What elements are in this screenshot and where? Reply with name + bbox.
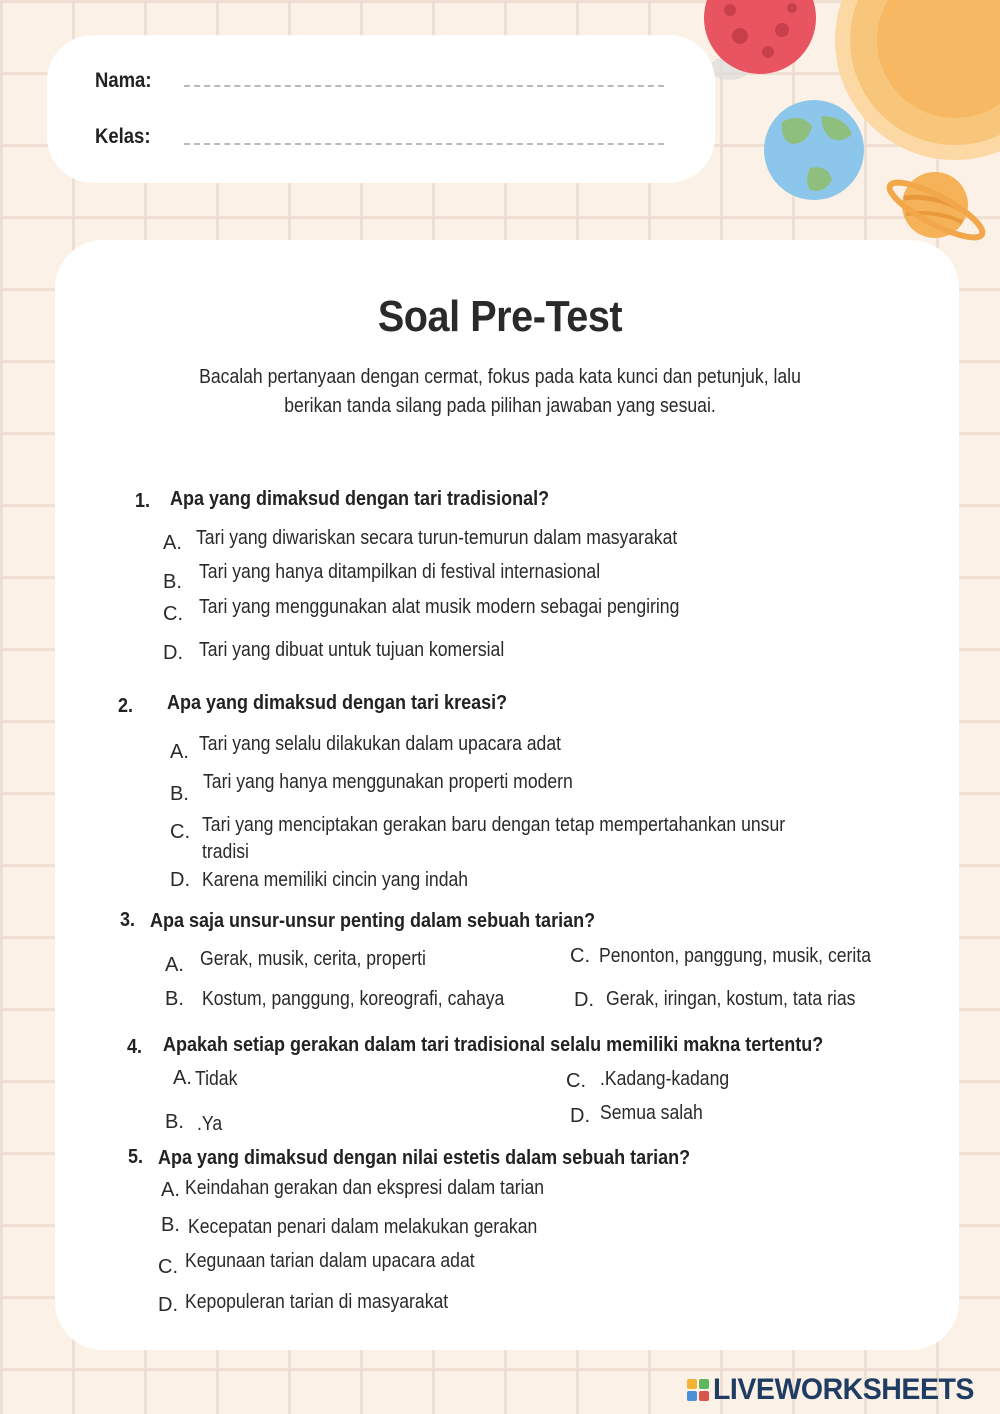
question-text: Apa saja unsur-unsur penting dalam sebuah tarian? [150, 910, 596, 932]
option-d-text[interactable]: Kepopuleran tarian di masyarakat [185, 1291, 449, 1313]
option-d-letter[interactable]: D. [163, 642, 183, 664]
name-field[interactable] [184, 85, 664, 87]
question-text: Apa yang dimaksud dengan tari kreasi? [167, 692, 508, 714]
option-d-letter[interactable]: D. [158, 1294, 178, 1316]
option-a-text[interactable]: Keindahan gerakan dan ekspresi dalam tarian [185, 1177, 545, 1199]
earth-planet-icon [764, 100, 864, 200]
option-b-letter[interactable]: B. [165, 1111, 184, 1133]
option-b-text[interactable]: Tari yang hanya menggunakan properti modern [203, 771, 573, 793]
option-c-letter[interactable]: C. [566, 1070, 586, 1092]
option-c-text[interactable]: .Kadang-kadang [600, 1068, 730, 1090]
question-number: 3. [120, 909, 136, 931]
option-d-text[interactable]: Semua salah [600, 1102, 703, 1124]
option-c-letter[interactable]: C. [158, 1256, 178, 1278]
option-a-letter[interactable]: A. [163, 532, 182, 554]
option-a-letter[interactable]: A. [161, 1179, 180, 1201]
name-label: Nama: [95, 69, 152, 92]
option-b-letter[interactable]: B. [170, 783, 189, 805]
option-a-text[interactable]: Tidak [195, 1068, 238, 1090]
option-a-letter[interactable]: A. [173, 1067, 192, 1089]
option-b-text[interactable]: Kecepatan penari dalam melakukan gerakan [188, 1216, 538, 1238]
option-d-letter[interactable]: D. [170, 869, 190, 891]
option-b-letter[interactable]: B. [161, 1214, 180, 1236]
red-planet-icon [704, 0, 816, 80]
option-d-letter[interactable]: D. [574, 989, 594, 1011]
student-info-card [47, 35, 715, 183]
option-d-text[interactable]: Tari yang dibuat untuk tujuan komersial [199, 639, 505, 661]
option-a-letter[interactable]: A. [170, 741, 189, 763]
question-number: 2. [118, 695, 134, 717]
logo-text: LIVEWORKSHEETS [713, 1373, 975, 1406]
instructions-line-2: berikan tanda silang pada pilihan jawaban yang sesuai. [284, 395, 716, 417]
class-field[interactable] [184, 143, 664, 145]
option-a-letter[interactable]: A. [165, 954, 184, 976]
option-a-text[interactable]: Tari yang selalu dilakukan dalam upacara adat [199, 733, 562, 755]
option-c-text[interactable]: Kegunaan tarian dalam upacara adat [185, 1250, 475, 1272]
option-b-letter[interactable]: B. [163, 571, 182, 593]
option-c-text-continued[interactable]: tradisi [202, 841, 249, 863]
class-label: Kelas: [95, 125, 151, 148]
question-text: Apa yang dimaksud dengan tari tradisional? [170, 488, 550, 510]
option-c-text[interactable]: Tari yang menciptakan gerakan baru dengan tetap mempertahankan unsur [202, 814, 786, 836]
option-a-text[interactable]: Tari yang diwariskan secara turun-temurun dalam masyarakat [196, 527, 678, 549]
question-number: 5. [128, 1146, 144, 1168]
option-c-letter[interactable]: C. [570, 945, 590, 967]
question-number: 1. [135, 490, 151, 512]
question-text: Apa yang dimaksud dengan nilai estetis dalam sebuah tarian? [158, 1147, 691, 1169]
liveworksheets-logo-icon [687, 1379, 709, 1401]
option-a-text[interactable]: Gerak, musik, cerita, properti [200, 948, 426, 970]
option-c-letter[interactable]: C. [163, 603, 183, 625]
option-d-text[interactable]: Karena memiliki cincin yang indah [202, 869, 469, 891]
option-c-text[interactable]: Penonton, panggung, musik, cerita [599, 945, 872, 967]
question-number: 4. [127, 1036, 143, 1058]
liveworksheets-logo[interactable] [687, 1374, 988, 1406]
option-c-letter[interactable]: C. [170, 821, 190, 843]
option-d-text[interactable]: Gerak, iringan, kostum, tata rias [606, 988, 856, 1010]
option-b-letter[interactable]: B. [165, 988, 184, 1010]
option-b-text[interactable]: Tari yang hanya ditampilkan di festival internasional [199, 561, 601, 583]
space-decoration [690, 0, 1000, 260]
question-text: Apakah setiap gerakan dalam tari tradisional selalu memiliki makna tertentu? [163, 1034, 824, 1056]
ringed-planet-icon [884, 172, 989, 247]
option-c-text[interactable]: Tari yang menggunakan alat musik modern sebagai pengiring [199, 596, 680, 618]
option-d-letter[interactable]: D. [570, 1105, 590, 1127]
page-title: Soal Pre-Test [377, 292, 623, 341]
option-b-text[interactable]: .Ya [197, 1113, 223, 1135]
option-b-text[interactable]: Kostum, panggung, koreografi, cahaya [202, 988, 505, 1010]
instructions-line-1: Bacalah pertanyaan dengan cermat, fokus pada kata kunci dan petunjuk, lalu [199, 366, 801, 388]
